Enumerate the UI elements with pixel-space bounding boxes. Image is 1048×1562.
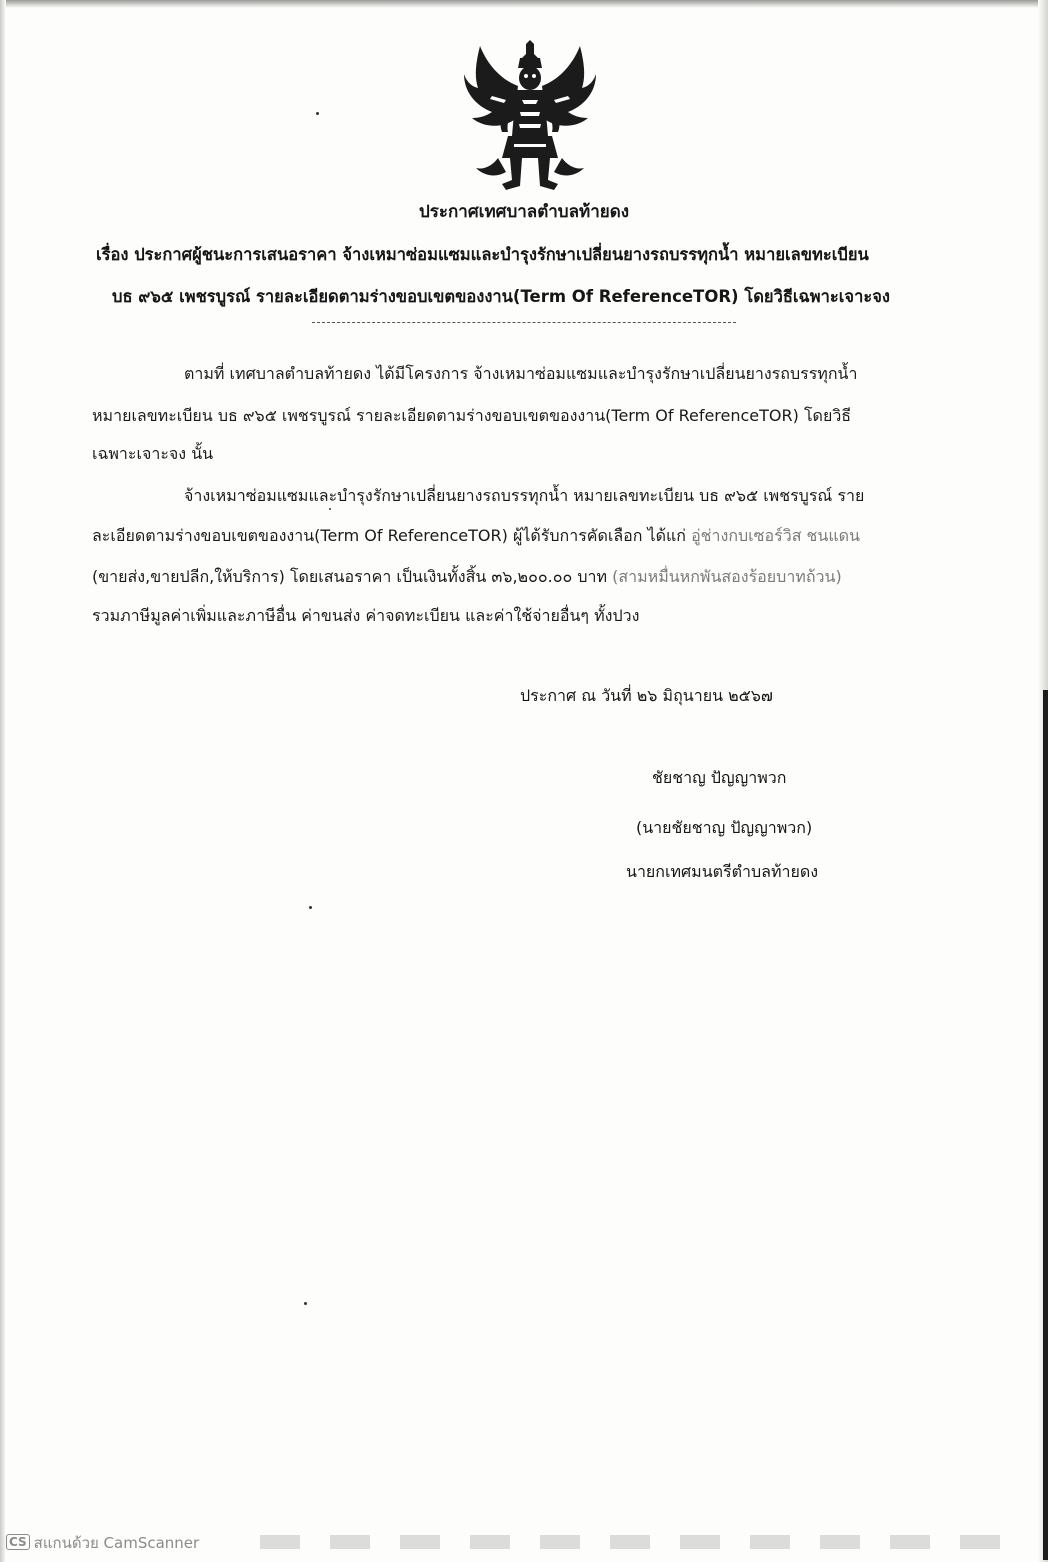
paragraph-2-line-4: รวมภาษีมูลค่าเพิ่มและภาษีอื่น ค่าขนส่ง ค่าจดทะเบียน และค่าใช้จ่ายอื่นๆ ทั้งปวง	[92, 606, 640, 625]
paragraph-2-line-1: จ้างเหมาซ่อมแซมและบำรุงรักษาเปลี่ยนยางรถบรรทุกน้ำ หมายเลขทะเบียน บธ ๙๖๕ เพชรบูรณ์ ราย	[184, 486, 865, 505]
selected-bidder-name: อู่ช่างกบเซอร์วิส ชนแดน	[691, 526, 860, 545]
bid-amount-words: (สามหมื่นหกพันสองร้อยบาทถ้วน)	[612, 567, 842, 586]
scan-speck	[316, 112, 319, 115]
scan-edge-left	[0, 0, 6, 1562]
garuda-emblem-icon	[462, 40, 598, 194]
selected-bidder-label: ละเอียดตามร่างขอบเขตของงาน(Term Of ReferenceTOR) ผู้ได้รับการคัดเลือก ได้แก่	[92, 526, 686, 545]
camscanner-watermark	[6, 1531, 199, 1555]
subject-line-1: เรื่อง ประกาศผู้ชนะการเสนอราคา จ้างเหมาซ่อมแซมและบำรุงรักษาเปลี่ยนยางรถบรรทุกน้ำ หมายเลขทะเบียน	[96, 245, 869, 264]
scan-edge-top	[0, 0, 1048, 8]
paragraph-2-line-3	[92, 565, 842, 590]
scan-speck	[304, 1302, 307, 1305]
subject-line-2: บธ ๙๖๕ เพชรบูรณ์ รายละเอียดตามร่างขอบเขตของงาน(Term Of ReferenceTOR) โดยวิธีเฉพาะเจาะจง	[112, 287, 890, 306]
scan-speck	[329, 508, 331, 510]
signature: ชัยชาญ ปัญญาพวก	[652, 768, 787, 787]
paragraph-1-line-1: ตามที่ เทศบาลตำบลท้ายดง ได้มีโครงการ จ้างเหมาซ่อมแซมและบำรุงรักษาเปลี่ยนยางรถบรรทุกน้ำ	[184, 364, 858, 383]
announcement-date: ประกาศ ณ วันที่ ๒๖ มิถุนายน ๒๕๖๗	[520, 686, 773, 705]
announcement-title: ประกาศเทศบาลตำบลท้ายดง	[418, 202, 630, 222]
paragraph-2-line-2	[92, 524, 860, 549]
scan-bottom-smudge	[260, 1535, 1020, 1549]
signatory-full-name: (นายชัยชาญ ปัญญาพวก)	[636, 818, 813, 837]
signatory-position: นายกเทศมนตรีตำบลท้ายดง	[626, 862, 819, 881]
scan-edge-shadow	[1043, 690, 1048, 1560]
camscanner-label: สแกนด้วย CamScanner	[33, 1534, 200, 1552]
paragraph-1-line-2: หมายเลขทะเบียน บธ ๙๖๕ เพชรบูรณ์ รายละเอียดตามร่างขอบเขตของงาน(Term Of ReferenceTOR) โดยวิธี	[92, 406, 852, 425]
scan-speck	[309, 906, 312, 909]
camscanner-logo-icon: CS	[6, 1534, 30, 1550]
dashed-separator	[312, 322, 736, 323]
bid-amount: (ขายส่ง,ขายปลีก,ให้บริการ) โดยเสนอราคา เป็นเงินทั้งสิ้น ๓๖,๒๐๐.๐๐ บาท	[92, 567, 608, 586]
paragraph-1-line-3: เฉพาะเจาะจง นั้น	[92, 444, 214, 463]
